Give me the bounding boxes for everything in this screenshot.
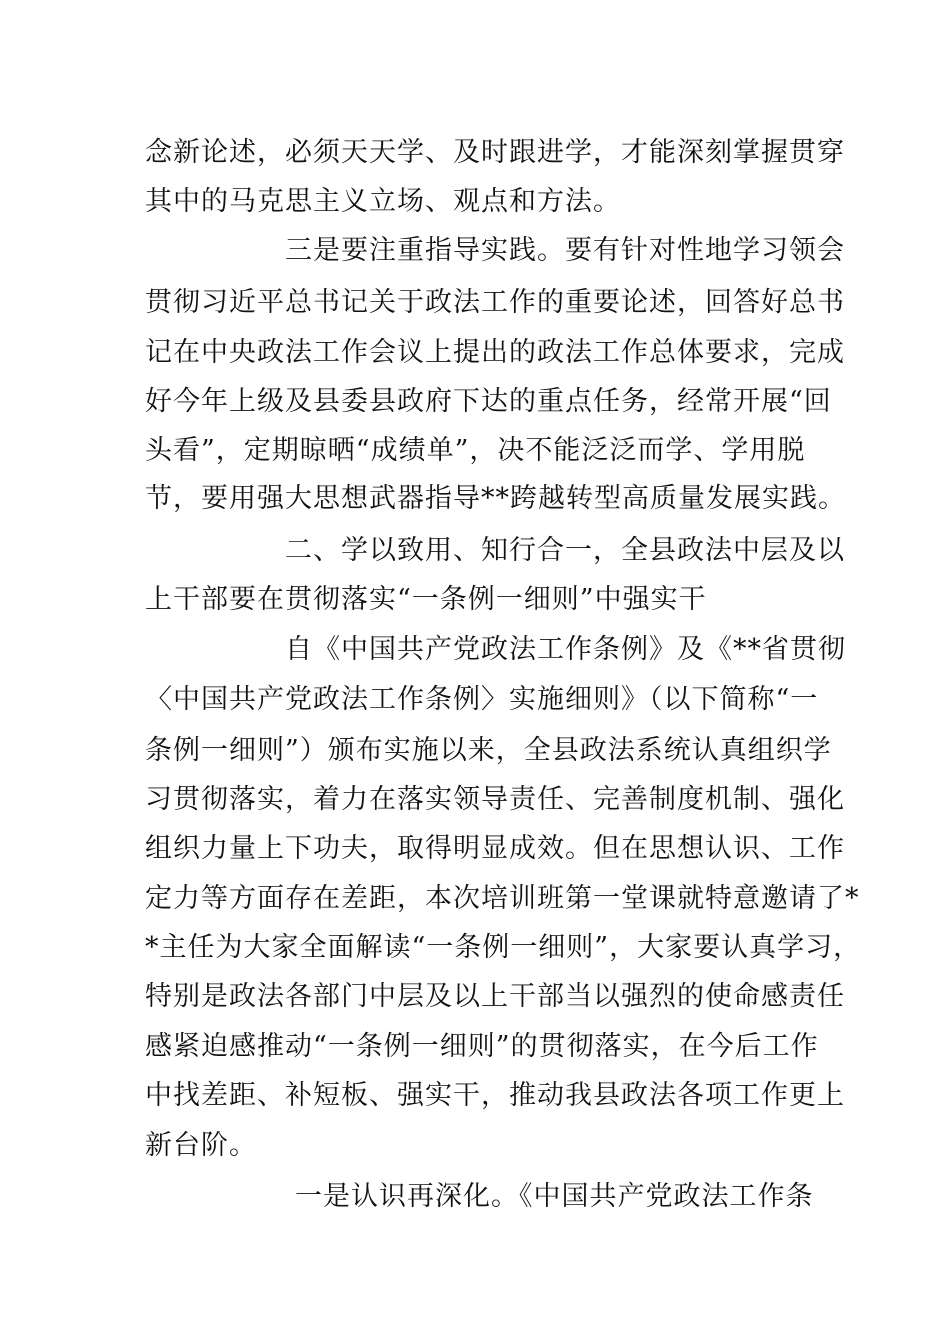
section-heading-line-2: 上干部要在贯彻落实“一条例一细则”中强实干: [145, 584, 707, 615]
text-line-22: 一是认识再深化。《中国共产党政法工作条: [295, 1181, 814, 1212]
text-line-18: 特别是政法各部门中层及以上干部当以强烈的使命感责任: [145, 981, 845, 1012]
text-line-5: 记在中央政法工作会议上提出的政法工作总体要求，完成: [145, 337, 845, 368]
text-line-6: 好今年上级及县委县政府下达的重点任务，经常开展“回: [145, 386, 832, 417]
text-line-7: 头看”，定期晾晒“成绩单”，决不能泛泛而学、学用脱: [145, 435, 806, 466]
text-line-19: 感紧迫感推动“一条例一细则”的贯彻落实，在今后工作: [145, 1031, 819, 1062]
text-line-2: 其中的马克思主义立场、观点和方法。: [145, 186, 621, 217]
text-line-15: 组织力量上下功夫，取得明显成效。但在思想认识、工作: [145, 833, 845, 864]
section-heading-line-1: 二、学以致用、知行合一，全县政法中层及以: [285, 535, 845, 566]
text-line-4: 贯彻习近平总书记关于政法工作的重要论述，回答好总书: [145, 287, 845, 318]
text-line-14: 习贯彻落实，着力在落实领导责任、完善制度机制、强化: [145, 784, 845, 815]
text-line-16: 定力等方面存在差距，本次培训班第一堂课就特意邀请了*: [145, 883, 860, 914]
text-line-21: 新台阶。: [145, 1130, 257, 1161]
text-line-13: 条例一细则”）颁布实施以来，全县政法系统认真组织学: [145, 735, 832, 766]
text-line-11: 自《中国共产党政法工作条例》及《**省贯彻: [285, 634, 846, 665]
text-line-8: 节，要用强大思想武器指导**跨越转型高质量发展实践。: [145, 483, 846, 514]
text-line-17: *主任为大家全面解读“一条例一细则”，大家要认真学习，: [145, 932, 862, 963]
text-line-20: 中找差距、补短板、强实干，推动我县政法各项工作更上: [145, 1080, 845, 1111]
text-line-3: 三是要注重指导实践。要有针对性地学习领会: [285, 235, 845, 266]
text-line-12: 〈中国共产党政法工作条例〉实施细则》（以下简称“一: [145, 684, 819, 715]
text-line-1: 念新论述，必须天天学、及时跟进学，才能深刻掌握贯穿: [145, 137, 845, 168]
